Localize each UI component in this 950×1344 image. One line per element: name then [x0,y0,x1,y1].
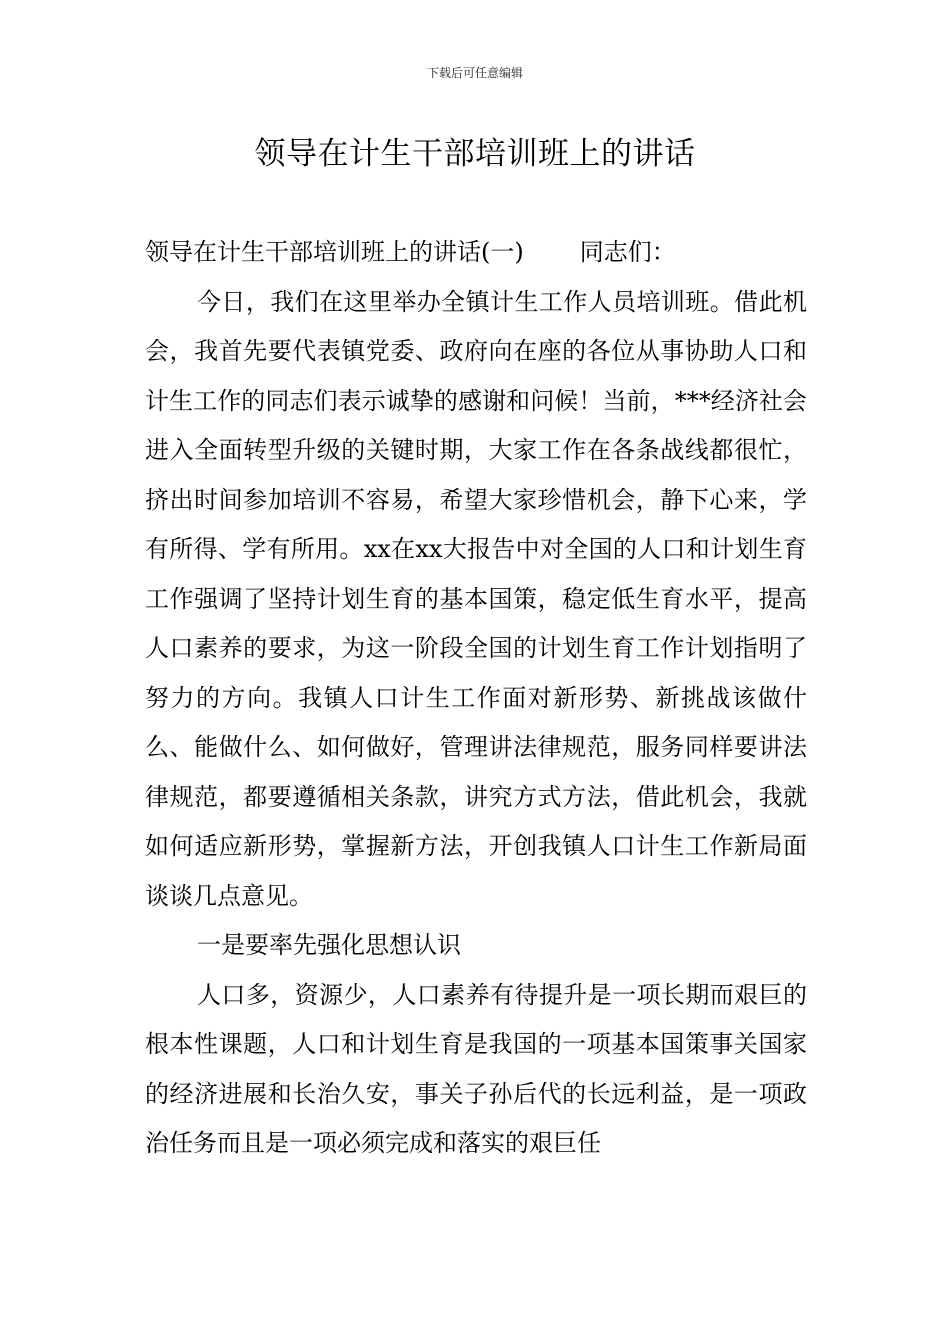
paragraph-1: 今日，我们在这里举办全镇计生工作人员培训班。借此机会，我首先要代表镇党委、政府向在座的各位从事协助人口和计生工作的同志们表示诚挚的感谢和问候！当前，***经济社会进入全面转型升级的关键时期，大家工作在各条战线都很忙，挤出时间参加培训不容易，希望大家珍惜机会，静下心来，学有所得、学有所用。xx在xx大报告中对全国的人口和计划生育工作强调了坚持计划生育的基本国策，稳定低生育水平，提高人口素养的要求，为这一阶段全国的计划生育工作计划指明了努力的方向。我镇人口计生工作面对新形势、新挑战该做什么、能做什么、如何做好，管理讲法律规范，服务同样要讲法律规范，都要遵循相关条款，讲究方式方法，借此机会，我就如何适应新形势，掌握新方法，开创我镇人口计生工作新局面谈谈几点意见。 [145,287,807,910]
paragraph-2: 人口多，资源少，人口素养有待提升是一项长期而艰巨的根本性课题，人口和计划生育是我国的一项基本国策事关国家的经济进展和长治久安，事关子孙后代的长远利益，是一项政治任务而且是一项必须完成和落实的艰巨任 [145,980,807,1157]
header-note: 下载后可任意编辑 [426,66,523,80]
intro-gap [524,228,580,278]
document-title: 领导在计生干部培训班上的讲话 [254,136,696,172]
document-body [145,228,807,1169]
intro-salutation: 同志们： [579,238,676,266]
intro-subtitle: 领导在计生干部培训班上的讲话(一) [145,238,524,266]
intro-line [145,228,807,278]
section-heading-1: 一是要率先强化思想认识 [197,931,461,959]
